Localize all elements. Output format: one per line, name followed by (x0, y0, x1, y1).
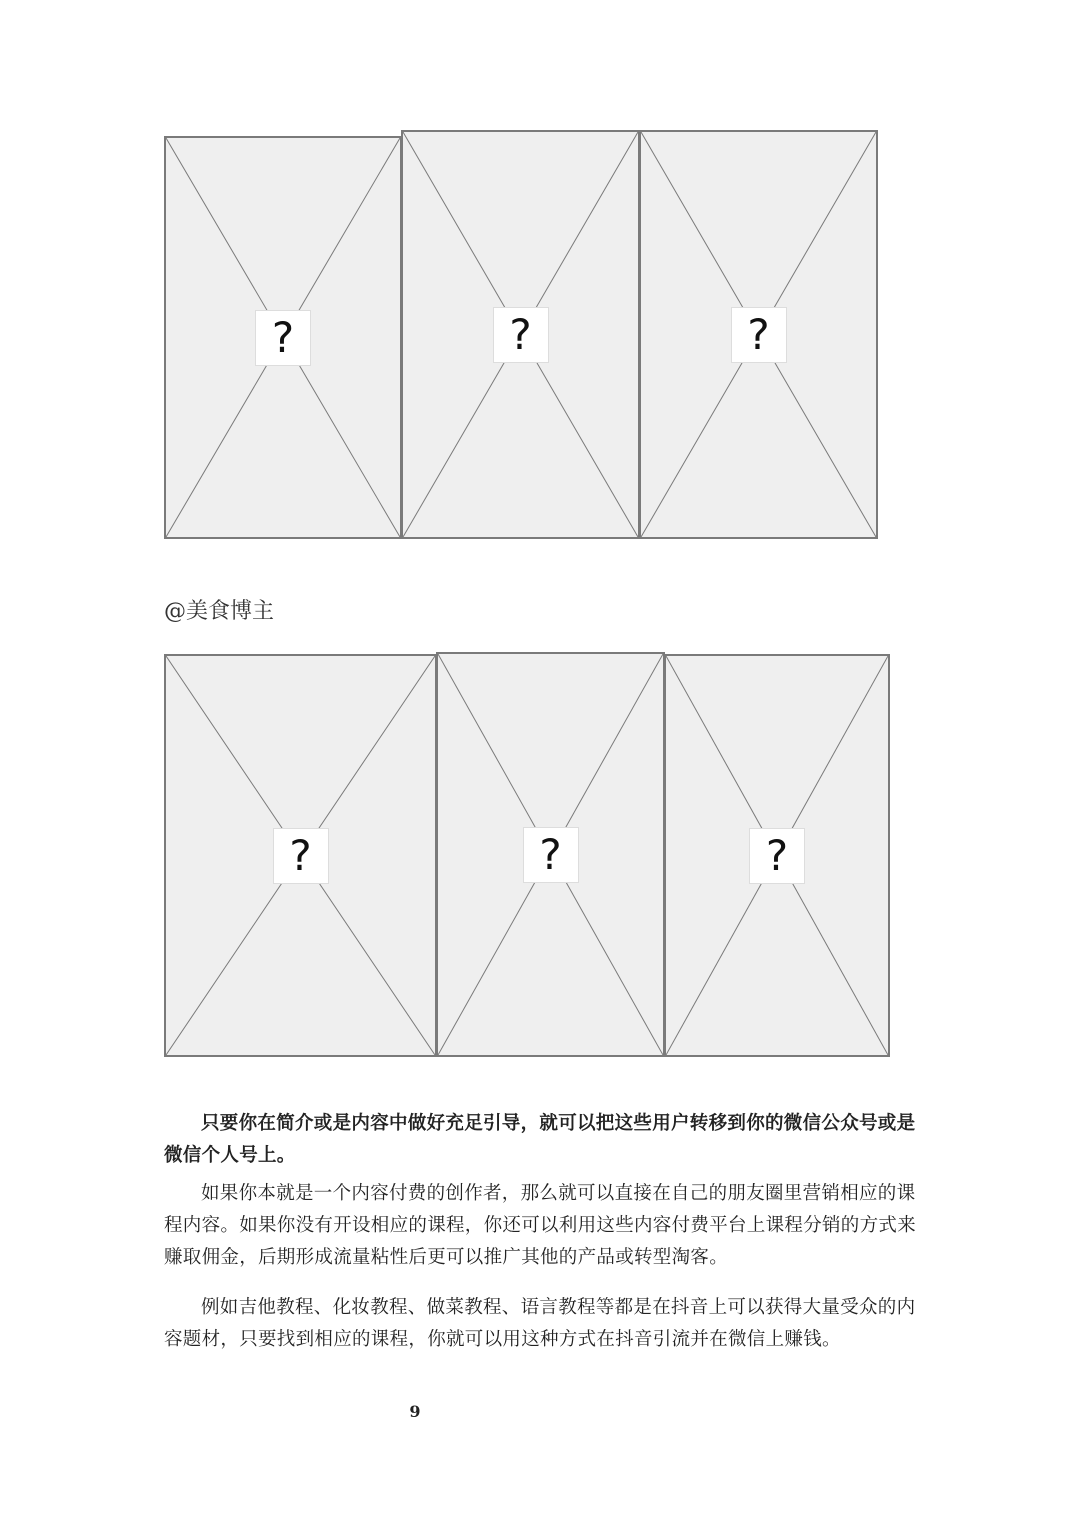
page-number: 9 (409, 1402, 421, 1421)
question-mark-icon: ? (273, 828, 329, 884)
question-mark-icon: ? (749, 828, 805, 884)
image-placeholder-top-3 (639, 130, 878, 539)
question-mark-icon: ? (731, 307, 787, 363)
question-mark-icon: ? (523, 827, 579, 883)
image-caption: @美食博主 (164, 599, 275, 624)
image-placeholder-top-1 (164, 136, 402, 539)
question-mark-icon: ? (493, 307, 549, 363)
image-placeholder-bottom-3 (664, 654, 890, 1057)
body-paragraph-1: 只要你在简介或是内容中做好充足引导，就可以把这些用户转移到你的微信公众号或是微信个人号上。 (164, 1113, 916, 1166)
body-paragraph-3: 例如吉他教程、化妆教程、做菜教程、语言教程等都是在抖音上可以获得大量受众的内容题材，只要找到相应的课程，你就可以用这种方式在抖音引流并在微信上赚钱。 (164, 1297, 916, 1350)
image-placeholder-bottom-2 (436, 652, 665, 1057)
body-paragraph-2: 如果你本就是一个内容付费的创作者，那么就可以直接在自己的朋友圈里营销相应的课程内容。如果你没有开设相应的课程，你还可以利用这些内容付费平台上课程分销的方式来赚取佣金，后期形成流量粘性后更可以推广其他的产品或转型淘客。 (164, 1183, 917, 1268)
question-mark-icon: ? (255, 310, 311, 366)
image-placeholder-top-2 (401, 130, 640, 539)
image-placeholder-bottom-1 (164, 654, 437, 1057)
